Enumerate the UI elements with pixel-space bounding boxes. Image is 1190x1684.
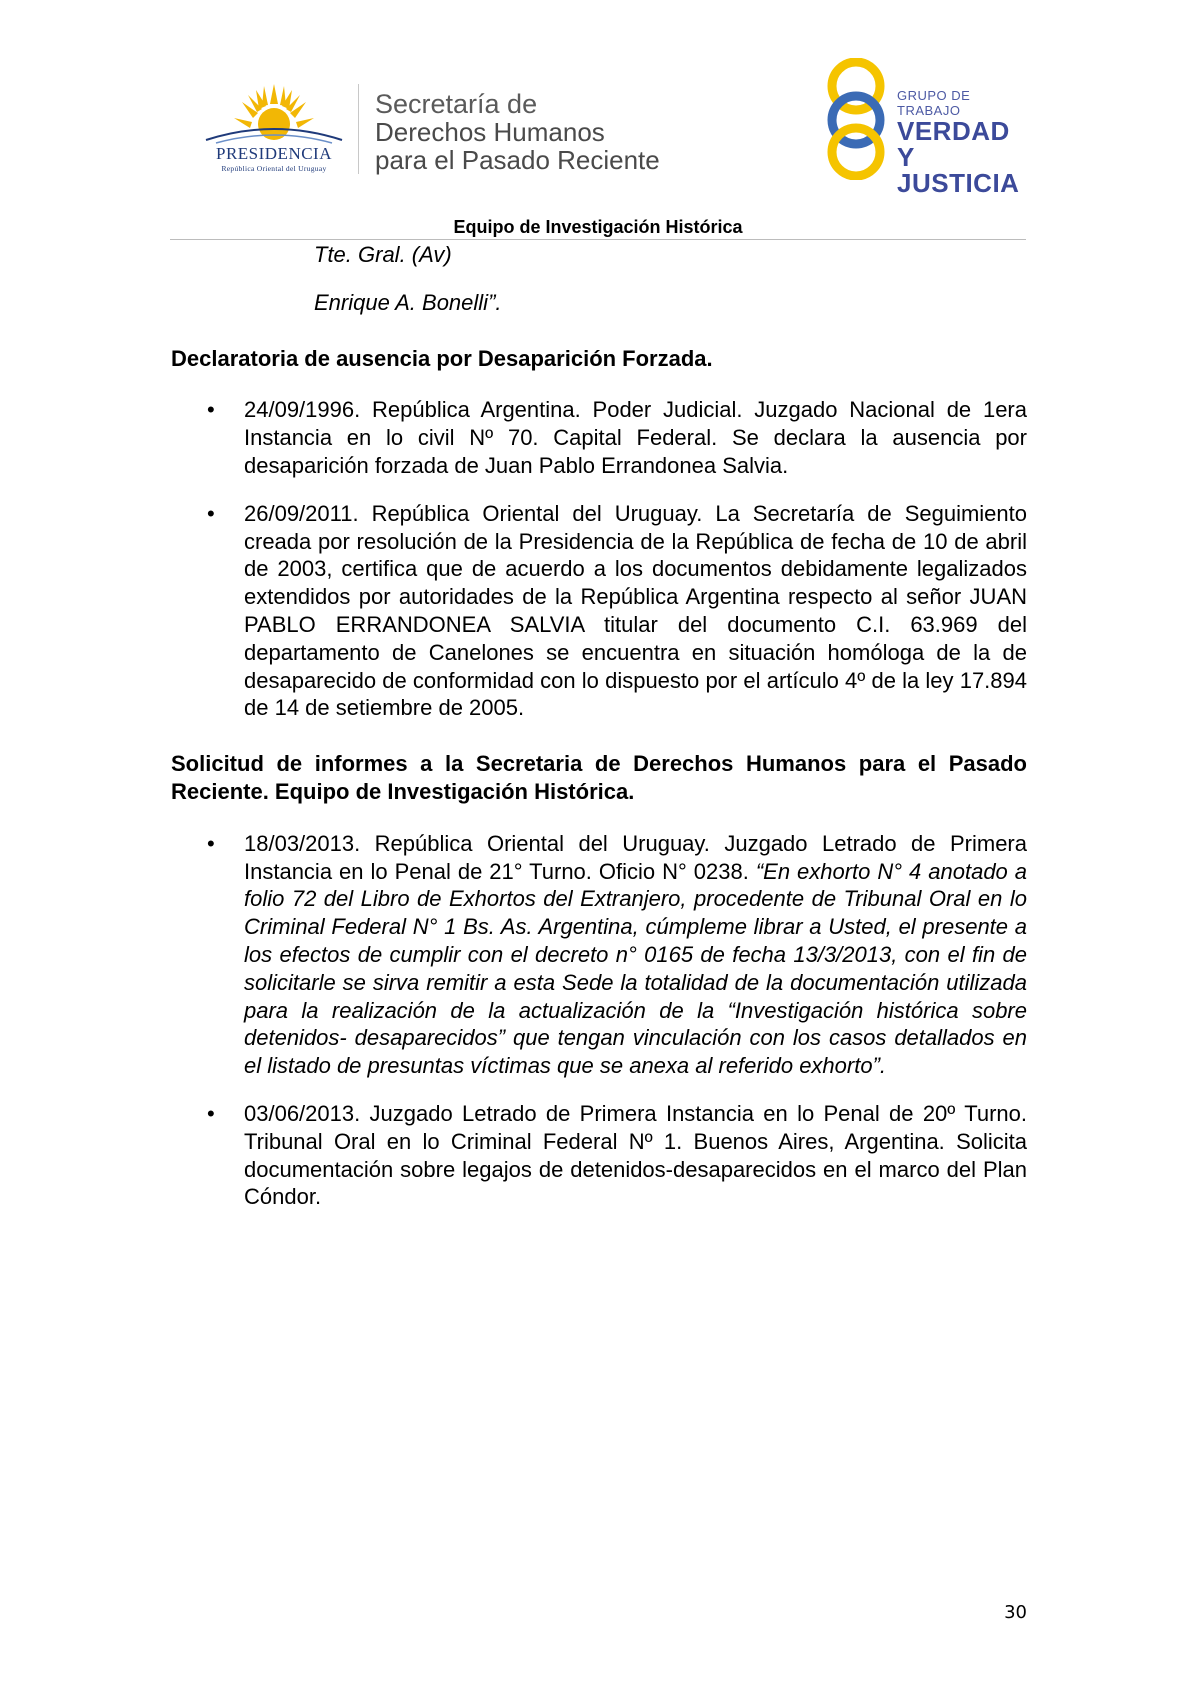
presidencia-logo xyxy=(196,82,352,174)
header-rule xyxy=(170,239,1026,240)
list-item xyxy=(171,500,1027,722)
list-item-text: 18/03/2013. República Oriental del Uruguay. Juzgado Letrado de Primera Instancia en lo Penal de 21° Turno. Oficio N° 0238. xyxy=(244,830,1027,884)
verdad-justicia-wordmark xyxy=(897,88,1032,196)
secretaria-line-2: Derechos Humanos xyxy=(375,117,605,147)
list-item xyxy=(171,830,1027,1080)
vyj-small-text: GRUPO DE TRABAJO xyxy=(897,88,971,118)
document-body xyxy=(171,241,1027,1211)
bullet-icon: • xyxy=(207,830,215,856)
presidencia-wordmark: PRESIDENCIA xyxy=(215,144,332,163)
section-heading-declaratoria: Declaratoria de ausencia por Desaparición Forzada. xyxy=(171,345,713,371)
exhorto-quote: “En exhorto N° 4 anotado a folio 72 del Libro de Exhortos del Extranjero, procedente de Tribunal Oral en lo Criminal Federal N° 1 Bs. As. Argentina, cúmpleme librar a Usted, el presente a los efectos de cumplir con el decreto n° 0165 de fecha 13/3/2013, con el fin de solicitarle se sirva remitir a esta Sede la totalidad de la documentación utilizada para la realización de la actualización de la “Investigación histórica sobre detenidos- desaparecidos” que tengan vinculación con los casos detallados en el listado de presuntas víctimas que se anexa al referido exhorto”. xyxy=(244,858,1028,1079)
header-divider xyxy=(358,84,359,174)
secretaria-wordmark xyxy=(375,90,660,174)
list-item-text: 03/06/2013. Juzgado Letrado de Primera Instancia en lo Penal de 20º Turno. Tribunal Oral en lo Criminal Federal Nº 1. Buenos Aires, Argentina. Solicita documentación sobre legajos de detenidos-desaparecidos en el marco del Plan Cóndor. xyxy=(244,1100,1027,1210)
bullet-icon: • xyxy=(207,397,215,423)
secretaria-line-3: para el Pasado Reciente xyxy=(375,145,660,175)
list-item xyxy=(171,396,1027,479)
secretaria-line-1: Secretaría de xyxy=(375,89,538,119)
list-item-text: 26/09/2011. República Oriental del Uruguay. La Secretaría de Seguimiento creada por resolución de la Presidencia de la República de fecha de 10 de abril de 2003, certifica que de acuerdo a los documentos debidamente legalizados extendidos por autoridades de la República Argentina respecto al señor JUAN PABLO ERRANDONEA SALVIA titular del documento C.I. 63.969 del departamento de Canelones se encuentra en situación homóloga de la de desaparecido de conformidad con lo dispuesto por el artículo 4º de la ley 17.894 de 14 de setiembre de 2005. xyxy=(244,500,1027,721)
list-item xyxy=(171,1100,1027,1211)
section-heading-solicitud: Solicitud de informes a la Secretaria de Derechos Humanos para el Pasado Reciente. Equipo de Investigación Histórica. xyxy=(171,751,1027,804)
signoff-name: Enrique A. Bonelli”. xyxy=(314,289,502,315)
solicitud-list xyxy=(171,830,1027,1211)
signoff-rank: Tte. Gral. (Av) xyxy=(314,242,452,267)
running-head: Equipo de Investigación Histórica xyxy=(453,217,743,237)
vyj-line-2: JUSTICIA xyxy=(897,168,1020,198)
bullet-icon: • xyxy=(207,500,215,526)
declaratoria-list xyxy=(171,396,1027,722)
bullet-icon: • xyxy=(207,1100,215,1126)
signoff-block xyxy=(314,241,1027,317)
sun-emblem-icon xyxy=(196,82,352,144)
page-number: 30 xyxy=(1004,1602,1027,1623)
vyj-line-1: VERDAD Y xyxy=(897,116,1010,172)
linked-rings-icon xyxy=(822,58,892,180)
list-item-text: 24/09/1996. República Argentina. Poder Judicial. Juzgado Nacional de 1era Instancia en lo civil Nº 70. Capital Federal. Se declara la ausencia por desaparición forzada de Juan Pablo Errandonea Salvia. xyxy=(244,397,1027,478)
verdad-justicia-logo xyxy=(822,58,1032,198)
presidencia-subtitle: República Oriental del Uruguay xyxy=(221,164,327,173)
